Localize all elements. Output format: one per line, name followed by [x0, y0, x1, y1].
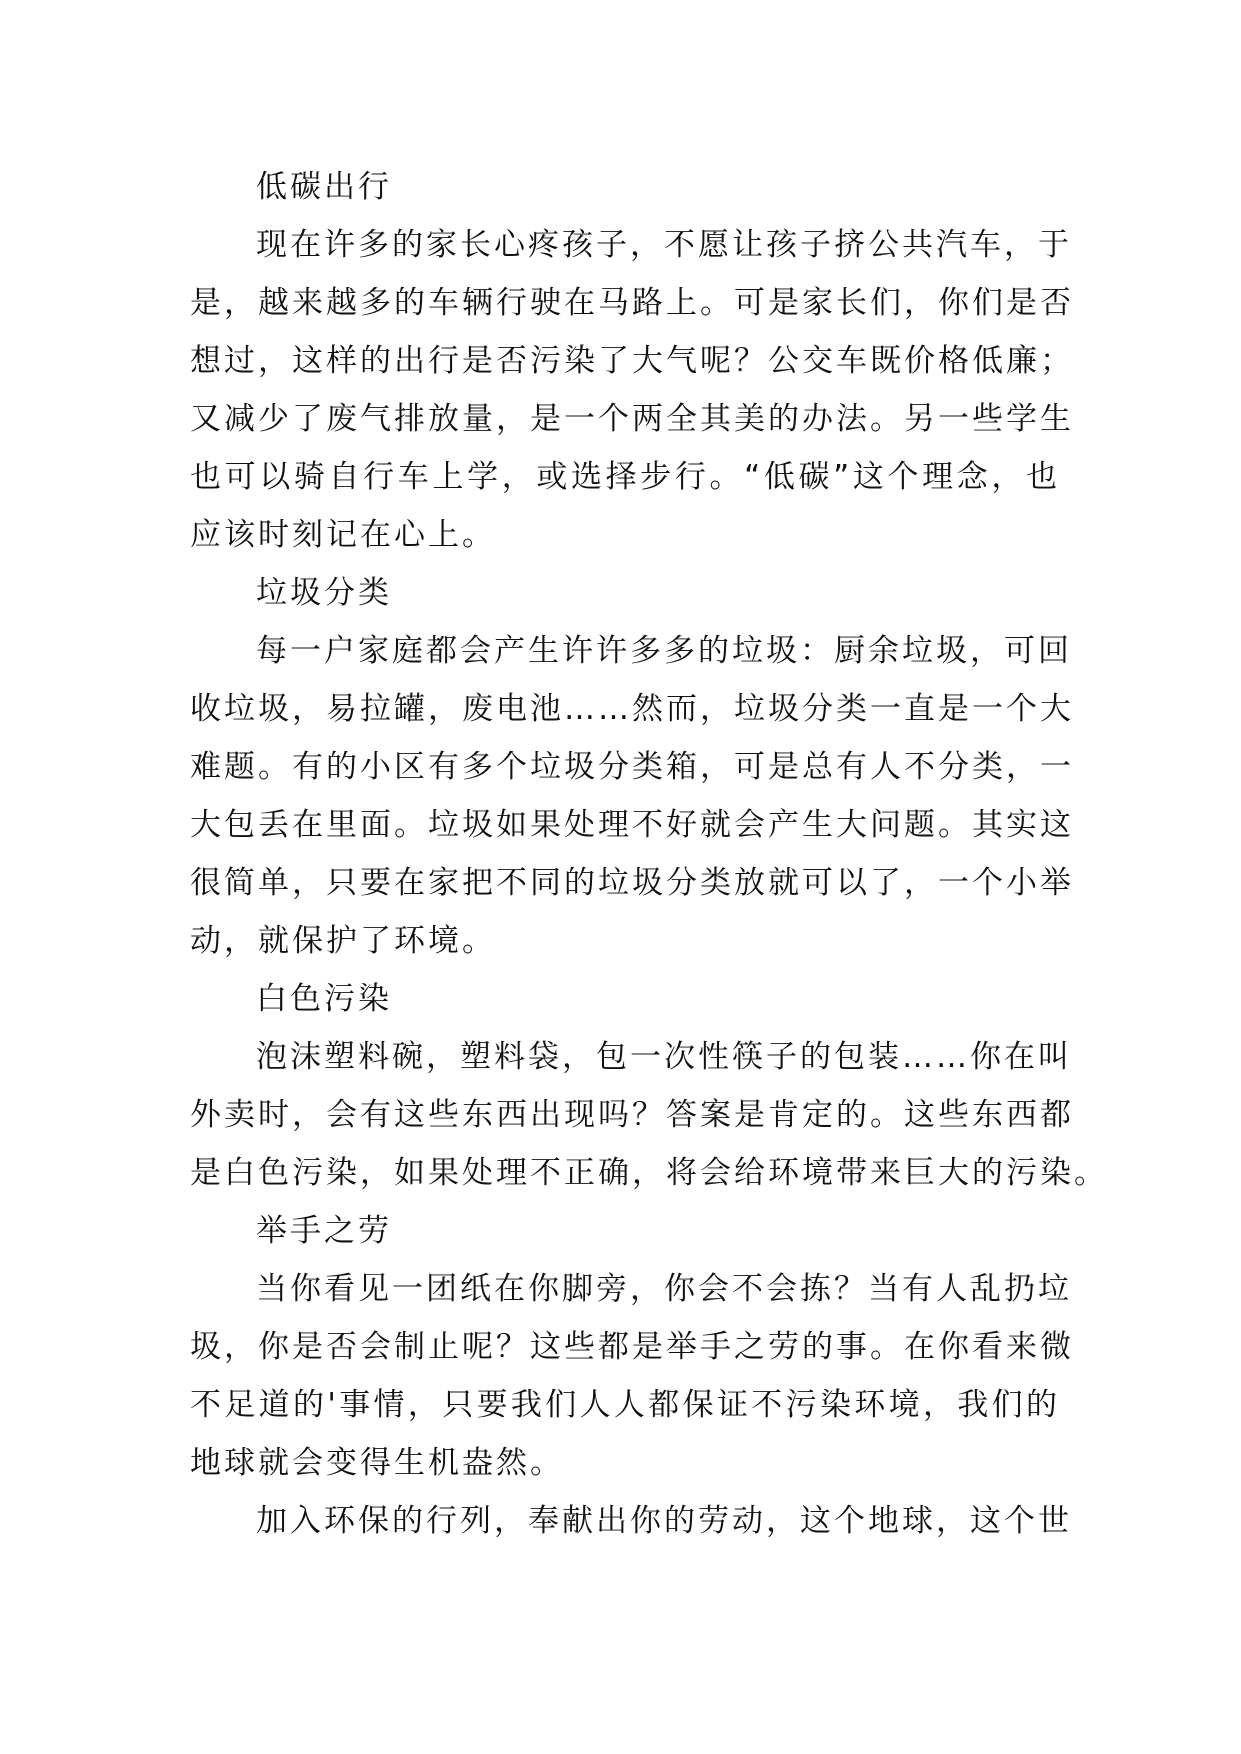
paragraph-line: 每一户家庭都会产生许许多多的垃圾：厨余垃圾，可回 [256, 633, 1072, 669]
heading-white-pollution: 白色污染 [256, 981, 392, 1017]
paragraph-line: 外卖时，会有这些东西出现吗？答案是肯定的。这些东西都 [190, 1097, 1074, 1133]
paragraph-line: 当你看见一团纸在你脚旁，你会不会拣？当有人乱扔垃 [256, 1271, 1072, 1307]
paragraph-line: 又减少了废气排放量，是一个两全其美的办法。另一些学生 [190, 401, 1074, 437]
paragraph-line: 泡沫塑料碗，塑料袋，包一次性筷子的包装……你在叫 [256, 1039, 1072, 1075]
paragraph-line: 难题。有的小区有多个垃圾分类箱，可是总有人不分类，一 [190, 749, 1074, 785]
paragraph-line: 圾，你是否会制止呢？这些都是举手之劳的事。在你看来微 [190, 1329, 1074, 1365]
paragraph-line: 很简单，只要在家把不同的垃圾分类放就可以了，一个小举 [190, 865, 1074, 901]
paragraph-line: 地球就会变得生机盎然。 [190, 1445, 564, 1481]
paragraph-line: 动，就保护了环境。 [190, 923, 496, 959]
paragraph-line: 应该时刻记在心上。 [190, 517, 496, 553]
paragraph-line: 也可以骑自行车上学，或选择步行。“低碳”这个理念，也 [190, 459, 1060, 495]
paragraph-line: 收垃圾，易拉罐，废电池……然而，垃圾分类一直是一个大 [190, 691, 1074, 727]
heading-garbage-sorting: 垃圾分类 [256, 575, 392, 611]
document-body [190, 158, 1108, 1550]
heading-low-carbon: 低碳出行 [256, 169, 392, 205]
paragraph-line: 是，越来越多的车辆行驶在马路上。可是家长们，你们是否 [190, 285, 1074, 321]
paragraph-line: 大包丢在里面。垃圾如果处理不好就会产生大问题。其实这 [190, 807, 1074, 843]
paragraph-line: 不足道的'事情，只要我们人人都保证不污染环境，我们的 [190, 1387, 1060, 1423]
paragraph-line: 加入环保的行列，奉献出你的劳动，这个地球，这个世 [256, 1503, 1072, 1539]
heading-small-effort: 举手之劳 [256, 1213, 392, 1249]
paragraph-line: 现在许多的家长心疼孩子，不愿让孩子挤公共汽车，于 [256, 227, 1072, 263]
paragraph-line: 是白色污染，如果处理不正确，将会给环境带来巨大的污染。 [190, 1155, 1108, 1191]
paragraph-line: 想过，这样的出行是否污染了大气呢？公交车既价格低廉； [190, 343, 1074, 379]
